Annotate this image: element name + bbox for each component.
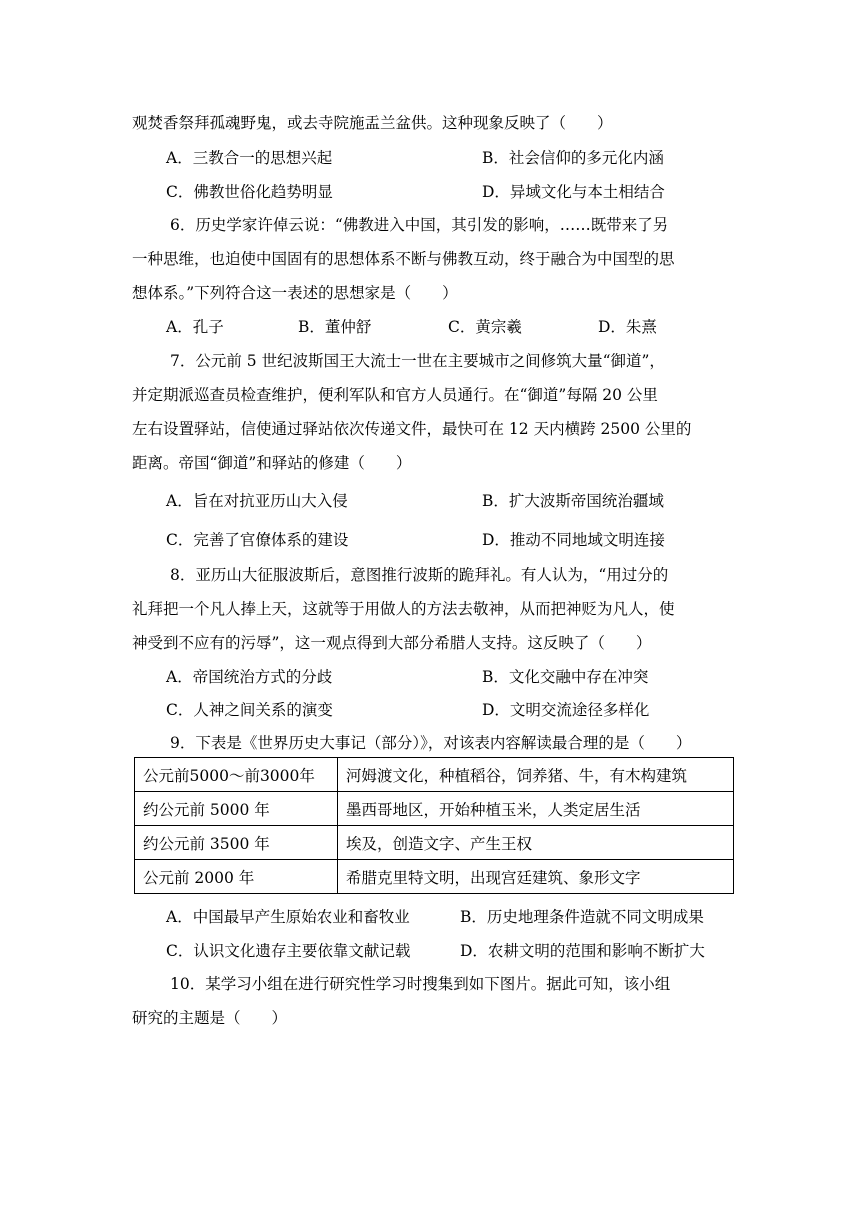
- q5-stem-continuation: 观焚香祭拜孤魂野鬼，或去寺院施盂兰盆供。这种现象反映了（ ）: [132, 114, 613, 132]
- q7-option-a: A．旨在对抗亚历山大入侵: [166, 492, 348, 510]
- table-cell-date: 约公元前 5000 年: [135, 792, 338, 826]
- q9-option-a: A．中国最早产生原始农业和畜牧业: [166, 908, 410, 926]
- q5-option-c: C．佛教世俗化趋势明显: [166, 183, 333, 201]
- q8-option-c: C．人神之间关系的演变: [166, 701, 333, 719]
- table-row: [135, 860, 734, 894]
- q8-stem-line-1: 8．亚历山大征服波斯后，意图推行波斯的跪拜礼。有人认为，“用过分的: [170, 566, 669, 584]
- q6-option-d: D．朱熹: [598, 318, 657, 336]
- q6-stem-line-1: 6．历史学家许倬云说：“佛教进入中国，其引发的影响，……既带来了另: [170, 216, 669, 234]
- q5-option-b: B．社会信仰的多元化内涵: [482, 149, 664, 167]
- q7-stem-line-3: 左右设置驿站，信使通过驿站依次传递文件，最快可在 12 天内横跨 2500 公里的: [132, 420, 692, 438]
- q6-stem-line-3: 想体系。”下列符合这一表述的思想家是（ ）: [132, 284, 458, 302]
- q9-option-b: B．历史地理条件造就不同文明成果: [460, 908, 704, 926]
- table-row: [135, 826, 734, 860]
- table-row: [135, 792, 734, 826]
- q10-stem-line-1: 10．某学习小组在进行研究性学习时搜集到如下图片。据此可知，该小组: [170, 975, 671, 993]
- q9-stem: 9．下表是《世界历史大事记（部分）》，对该表内容解读最合理的是（ ）: [170, 734, 692, 752]
- q8-stem-line-3: 神受到不应有的污辱”，这一观点得到大部分希腊人支持。这反映了（ ）: [132, 634, 652, 652]
- q6-option-c: C．黄宗羲: [448, 318, 522, 336]
- q7-stem-line-4: 距离。帝国“御道”和驿站的修建（ ）: [132, 454, 412, 472]
- table-row: [135, 758, 734, 792]
- table-cell-event: 希腊克里特文明，出现宫廷建筑、象形文字: [338, 860, 734, 894]
- q9-option-d: D．农耕文明的范围和影响不断扩大: [460, 942, 705, 960]
- q10-stem-line-2: 研究的主题是（ ）: [132, 1009, 288, 1027]
- table-cell-date: 公元前 2000 年: [135, 860, 338, 894]
- q9-option-c: C．认识文化遗存主要依靠文献记载: [166, 942, 411, 960]
- table-cell-event: 河姆渡文化，种植稻谷，饲养猪、牛，有木构建筑: [338, 758, 734, 792]
- q6-stem-line-2: 一种思维，也迫使中国固有的思想体系不断与佛教互动，终于融合为中国型的思: [132, 250, 675, 268]
- q7-stem-line-2: 并定期派巡查员检查维护，便利军队和官方人员通行。在“御道”每隔 20 公里: [132, 386, 658, 404]
- table-cell-event: 埃及，创造文字、产生王权: [338, 826, 734, 860]
- q8-option-a: A．帝国统治方式的分歧: [166, 668, 333, 686]
- q7-option-d: D．推动不同地域文明连接: [482, 531, 665, 549]
- q6-option-a: A．孔子: [166, 318, 224, 336]
- history-events-table: [134, 757, 734, 894]
- table-cell-date: 约公元前 3500 年: [135, 826, 338, 860]
- q7-stem-line-1: 7．公元前 5 世纪波斯国王大流士一世在主要城市之间修筑大量“御道”，: [170, 352, 665, 370]
- table-cell-event: 墨西哥地区，开始种植玉米，人类定居生活: [338, 792, 734, 826]
- q5-option-a: A．三教合一的思想兴起: [166, 149, 333, 167]
- q6-option-b: B．董仲舒: [298, 318, 372, 336]
- q7-option-c: C．完善了官僚体系的建设: [166, 531, 349, 549]
- q8-stem-line-2: 礼拜把一个凡人捧上天，这就等于用做人的方法去敬神，从而把神贬为凡人，使: [132, 600, 675, 618]
- q8-option-b: B．文化交融中存在冲突: [482, 668, 649, 686]
- q7-option-b: B．扩大波斯帝国统治疆域: [482, 492, 664, 510]
- q5-option-d: D．异域文化与本土相结合: [482, 183, 665, 201]
- q8-option-d: D．文明交流途径多样化: [482, 701, 650, 719]
- table-cell-date: 公元前5000～前3000年: [135, 758, 338, 792]
